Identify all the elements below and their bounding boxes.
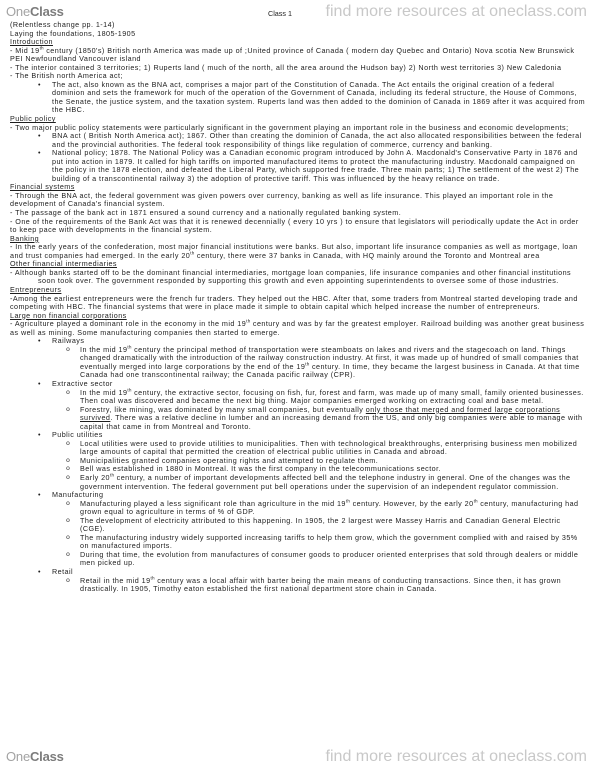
sub-bullet-marker: o bbox=[66, 499, 71, 507]
sub-bullet-text: During that time, the evolution from manufactures of consumer goods to producer oriented enterprises that sold through dealers or middle men picked up. bbox=[80, 549, 579, 568]
text-segment: century (1850's) British north America was made up of ;United province of Canada ( modern day Quebec and Ontario) Nova scotia New Brunswick PEI Newfoundland Vancouver island bbox=[10, 45, 575, 64]
superscript: th bbox=[109, 472, 115, 478]
sub-bullet-item-retail-1 bbox=[10, 577, 586, 594]
section-heading-banking: Banking bbox=[10, 233, 40, 243]
text-segment: century, the extractive sector, focusing on fish, fur, forest and farm, was made up of many small, family oriented businesses. Then coal was discovered and became the next big thing. Major companies emerged working on extracting coal and base metal. bbox=[80, 387, 584, 406]
sub-bullet-text: The manufacturing industry widely supported increasing tariffs to help them grow, which the government complied with and raised by 35% on manufactured imports. bbox=[80, 532, 578, 551]
financial-systems-paragraph-3: - One of the requirements of the Bank Act was that it is renewed decennially ( every 10 yrs ) to ensure that legislators will periodically update the Act in order to keep pace with developments in the financial system. bbox=[10, 216, 579, 235]
sub-bullet-item-utilities-1 bbox=[10, 440, 586, 457]
section-heading-large-corporations: Large non financial corporations bbox=[10, 310, 127, 320]
bullet-text: BNA act ( British North America act); 1867. Other than creating the dominion of Canada, the act also allocated responsibilities between the federal and the provincial authorities. The federal took responsibility of things like regulation of commerce, currency and banking. bbox=[52, 131, 582, 149]
oneclass-logo bbox=[6, 4, 64, 20]
footer-tagline: find more resources at oneclass.com bbox=[325, 748, 587, 765]
sub-bullet-marker: o bbox=[66, 576, 71, 584]
section-heading-financial-systems: Financial systems bbox=[10, 182, 75, 192]
superscript: th bbox=[473, 498, 478, 504]
sub-bullet-item-railways-1 bbox=[10, 346, 586, 380]
text-segment: Early 20 bbox=[80, 472, 110, 482]
bullet-marker: • bbox=[38, 79, 41, 89]
bullet-marker: • bbox=[38, 378, 41, 388]
text-segment: century. However, by the early 20 bbox=[350, 498, 474, 508]
section-heading-introduction: Introduction bbox=[10, 37, 53, 47]
bullet-text: National policy; 1878. The National Policy was a Canadian economic program introduced by John A. Macdonald's Conservative Party in 1876 and put into action in 1879. It called for high tariffs on imported manufactured items to protect the manufacturing industry. Macdonald campaigned on the policy in the 1878 election, and defeated the Liberal Party, which supported free trade. Three main parts; 1) The settlement of the west 2) The building of a transcontinental railway 3) the adoption of protective tariff. This was influenced by the heavy reliance on trade. bbox=[52, 148, 580, 183]
text-segment: century, a number of important developments affected bell and the telephone industry in general. One of the changes was the government intervention. The federal government put bell operations under the supervision of an independent regulator commission. bbox=[80, 472, 571, 491]
banking-paragraph bbox=[10, 243, 586, 260]
sub-bullet-item-manufacturing-4 bbox=[10, 551, 586, 568]
sub-bullet-marker: o bbox=[66, 516, 71, 524]
sub-bullet-text: The development of electricity attributed to this happening. In 1905, the 2 largest were Massey Harris and Canadian General Electric (CGE). bbox=[80, 515, 561, 534]
text-segment: century and was by far the greatest employer. Railroad building was another great business as well as mining. Some manufacturing companies then started to emerge. bbox=[10, 319, 585, 337]
bullet-item-bna-1867 bbox=[10, 132, 586, 149]
underlined-text: only those that merged and formed large corporations survived bbox=[80, 404, 561, 423]
bullet-item-bna-act bbox=[10, 81, 586, 115]
intro-paragraph-1 bbox=[10, 47, 586, 64]
sub-bullet-marker: o bbox=[66, 550, 71, 558]
sub-bullet-marker: o bbox=[66, 473, 71, 481]
superscript: th bbox=[39, 45, 44, 51]
sub-bullet-marker: o bbox=[66, 533, 71, 541]
superscript: th bbox=[345, 498, 351, 504]
sub-bullet-text: Local utilities were used to provide utilities to municipalities. Then with technological breakthroughs, enterprising business men mobilized large amounts of capital that permitted the creation of electrical public utilities in Canada and abroad. bbox=[80, 438, 578, 457]
superscript: th bbox=[150, 575, 155, 581]
sub-bullet-marker: o bbox=[66, 465, 71, 473]
bullet-text: Manufacturing bbox=[52, 490, 104, 500]
sub-bullet-text bbox=[80, 389, 586, 406]
superscript: th bbox=[127, 344, 132, 350]
sub-bullet-marker: o bbox=[66, 405, 71, 413]
section-heading-public-policy: Public policy bbox=[10, 114, 56, 124]
logo-part-one: One bbox=[6, 749, 30, 764]
class-title: Class 1 bbox=[268, 9, 292, 18]
bullet-marker: • bbox=[38, 490, 41, 500]
text-segment: - In the early years of the confederation, most major financial institutions were banks. But also, important life insurance companies as well as mortgage, loan and trust companies had emerged. In the early 20 bbox=[10, 242, 578, 260]
intro-paragraph-2: - The interior contained 3 territories; 1) Ruperts land ( much of the north, all the area around the Hudson bay) 2) North west territories 3) New Caledonia bbox=[10, 62, 562, 72]
superscript: th bbox=[246, 318, 251, 324]
superscript: th bbox=[305, 361, 310, 367]
sub-bullet-marker: o bbox=[66, 456, 71, 464]
logo-part-class: Class bbox=[29, 749, 64, 764]
large-corporations-paragraph bbox=[10, 320, 586, 337]
bullet-marker: • bbox=[38, 567, 41, 576]
sub-bullet-text bbox=[80, 346, 586, 380]
logo-part-class: Class bbox=[29, 4, 64, 19]
bullet-marker: • bbox=[38, 148, 41, 158]
lecture-notes bbox=[10, 21, 586, 594]
entrepreneurs-paragraph: -Among the earliest entrepreneurs were the french fur traders. They helped out the HBC. After that, some traders from Montreal started developing trade and competing with HBC. The financial systems that were in place made it simple to obtain capital which helped increase the number of entrepreneurs. bbox=[10, 293, 578, 312]
text-segment: Retail in the mid 19 bbox=[80, 575, 151, 585]
sub-bullet-text bbox=[80, 500, 586, 517]
intro-paragraph-3: - The British north America act; bbox=[10, 71, 123, 81]
bullet-text: Railways bbox=[52, 336, 85, 346]
text-segment: In the mid 19 bbox=[80, 387, 128, 397]
bullet-text: Public utilities bbox=[52, 430, 103, 440]
sub-bullet-text: Municipalities granted companies operating rights and attempted to regulate them. bbox=[80, 455, 379, 465]
sub-bullet-text: Bell was established in 1880 in Montreal. It was the first company in the telecommunications sector. bbox=[80, 464, 442, 474]
sub-bullet-marker: o bbox=[66, 345, 71, 353]
section-heading-other-intermediaries: Other financial intermediaries bbox=[10, 259, 117, 269]
sub-bullet-item-manufacturing-2 bbox=[10, 517, 586, 534]
text-segment: century the principal method of transportation were steamboats on lakes and rivers and the stagecoach on land. Things changed dramatically with the introduction of the railway construction industry. At first, it was made up of hundred of small companies that eventually merged into large corporations by the end of the 19 bbox=[80, 344, 579, 371]
text-segment: century, manufacturing had grown equal to agriculture in terms of % of GDP. bbox=[80, 498, 579, 517]
text-segment: century, there were 37 banks in Canada, with HQ mainly around the Toronto and Montreal area bbox=[194, 250, 540, 260]
sub-bullet-text bbox=[80, 474, 586, 491]
sub-bullet-item-utilities-4 bbox=[10, 474, 586, 491]
superscript: th bbox=[127, 387, 132, 393]
oneclass-logo-footer bbox=[6, 749, 64, 765]
sub-bullet-item-manufacturing-3 bbox=[10, 534, 586, 551]
sub-bullet-item-extractive-2 bbox=[10, 406, 586, 432]
public-policy-paragraph: - Two major public policy statements were particularly significant in the government playing an important role in the business and economic developments; bbox=[10, 122, 569, 132]
sub-bullet-text bbox=[80, 406, 586, 432]
sub-bullet-marker: o bbox=[66, 439, 71, 447]
superscript: th bbox=[190, 250, 195, 256]
bullet-marker: • bbox=[38, 131, 41, 141]
sub-bullet-marker: o bbox=[66, 388, 71, 396]
financial-systems-paragraph-1: - Through the BNA act, the federal government was given powers over currency, banking as well as life insurance. This played an important role in the development of Canada's financial system. bbox=[10, 190, 554, 209]
source-reference: (Relentless change pp. 1-14) bbox=[10, 20, 115, 29]
text-segment: . There was a relative decline in lumber and an increasing demand from the US, and only big companies were able to manage with capital that came in from Montreal and Toronto. bbox=[80, 413, 583, 431]
text-segment: - Mid 19 bbox=[10, 45, 40, 55]
header-tagline: find more resources at oneclass.com bbox=[325, 3, 587, 20]
sub-bullet-item-extractive-1 bbox=[10, 389, 586, 406]
financial-systems-paragraph-2: - The passage of the bank act in 1871 ensured a sound currency and a nationally regulated banking system. bbox=[10, 208, 402, 218]
text-segment: century was a local affair with barter being the main means of conducting transactions. Since then, it has grown drastically. In 1905, Timothy eaton established the first national department store chain in Canada. bbox=[80, 575, 562, 594]
text-segment: Forestry, like mining, was dominated by many small companies, but eventually bbox=[80, 404, 366, 414]
bullet-text: Retail bbox=[52, 567, 74, 576]
chapter-title: Laying the foundations, 1805-1905 bbox=[10, 28, 136, 38]
text-segment: century. In time, they became the largest business in Canada. At that time Canada had one transcontinental railway; the Canada pacific railway (CPR). bbox=[80, 361, 580, 380]
text-segment: Manufacturing played a less significant role than agriculture in the mid 19 bbox=[80, 498, 346, 508]
bullet-text: The act, also known as the BNA act, comprises a major part of the Constitution of Canada. The Act entails the original creation of a federal dominion and sets the framework for much of the operation of the Government of Canada, including its federal structure, the House of Commons, the Senate, the justice system, and the taxation system. Ruperts land was then added to the dominion of Canada in 1869 after it was acquired from the HBC. bbox=[52, 79, 586, 115]
bullet-marker: • bbox=[38, 336, 41, 346]
bullet-text: Extractive sector bbox=[52, 378, 113, 388]
logo-part-one: One bbox=[6, 4, 30, 19]
other-intermediaries-paragraph: - Although banks started off to be the dominant financial intermediaries, mortgage loan companies, life insurance companies and other financial institutions soon took over. The government responded by supporting this growth and even appointing superintendents to oversee some of those industries. bbox=[10, 267, 572, 286]
bullet-marker: • bbox=[38, 430, 41, 440]
sub-bullet-text bbox=[80, 577, 586, 594]
text-segment: - Agriculture played a dominant role in the economy in the mid 19 bbox=[10, 319, 247, 329]
text-segment: In the mid 19 bbox=[80, 344, 128, 354]
section-heading-entrepreneurs: Entrepreneurs bbox=[10, 284, 62, 294]
bullet-item-national-policy bbox=[10, 149, 586, 183]
sub-bullet-item-manufacturing-1 bbox=[10, 500, 586, 517]
